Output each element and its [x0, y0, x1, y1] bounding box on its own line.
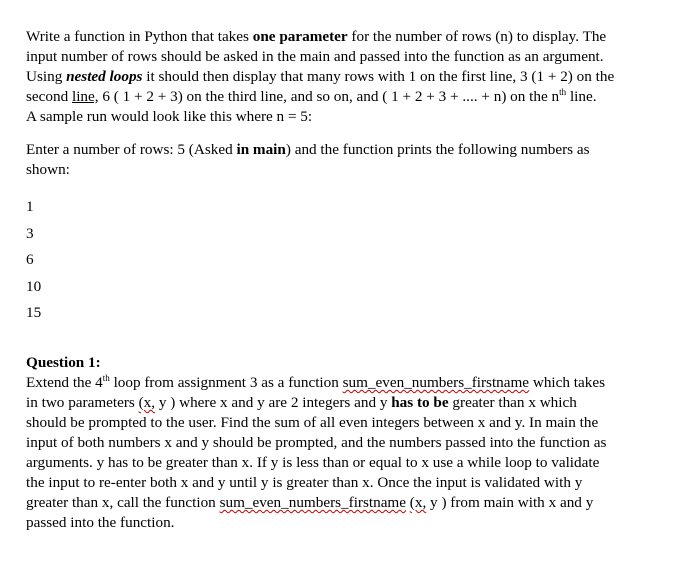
- intro-line-1: [26, 27, 676, 47]
- sample-output: [26, 197, 676, 330]
- question-line-3: should be prompted to the user. Find the sum of all even integers between x and y. In main the: [26, 414, 599, 431]
- function-name: sum_even_numbers_firstname: [219, 494, 406, 511]
- question-section: [26, 353, 676, 533]
- bold-italic-text: nested loops: [66, 68, 143, 85]
- bold-text: in main: [236, 141, 286, 158]
- sample-line-1: [26, 140, 676, 160]
- intro-line-3: [26, 67, 676, 87]
- spellcheck-text: (x,: [138, 394, 156, 411]
- bold-text: has to be: [391, 394, 449, 411]
- text: it should then display that many rows with 1 on the first line, 3 (1 + 2) on the: [142, 68, 615, 85]
- text: which takes: [529, 374, 605, 391]
- spellcheck-text: (x,: [409, 494, 427, 511]
- superscript: th: [559, 86, 567, 97]
- output-number: 10: [26, 277, 42, 295]
- heading-text: Question 1:: [26, 354, 101, 371]
- sample-line-2: shown:: [26, 161, 70, 178]
- output-number: 6: [26, 251, 34, 268]
- question-line-7: [26, 493, 676, 513]
- question-line-2: [26, 393, 676, 413]
- intro-line-5: A sample run would look like this where n = 5:: [26, 108, 313, 125]
- text: Extend the 4: [26, 374, 103, 391]
- question-heading: [26, 353, 676, 373]
- text: line.: [566, 88, 597, 105]
- question-line-8: passed into the function.: [26, 514, 175, 531]
- text: greater than x which: [448, 394, 577, 411]
- text: y ) from main with x and y: [426, 494, 594, 511]
- underlined-text: line,: [71, 88, 99, 105]
- text: second: [26, 88, 72, 105]
- output-number: 15: [26, 304, 42, 321]
- text: ) and the function prints the following numbers as: [285, 141, 590, 158]
- text: loop from assignment 3 as a function: [109, 374, 343, 391]
- text: Using: [26, 68, 67, 85]
- superscript: th: [102, 372, 110, 383]
- intro-line-2: input number of rows should be asked in the main and passed into the function as an argument.: [26, 48, 604, 65]
- intro-line-4: [26, 87, 676, 107]
- intro-paragraph: [26, 27, 676, 127]
- text: y ) where x and y are 2 integers and y: [155, 394, 392, 411]
- text: Enter a number of rows: 5 (Asked: [26, 141, 237, 158]
- text: in two parameters: [26, 394, 139, 411]
- function-name: sum_even_numbers_firstname: [342, 374, 530, 391]
- text: Write a function in Python that takes: [26, 28, 253, 45]
- sample-paragraph: [26, 140, 676, 180]
- question-line-5: arguments. y has to be greater than x. If y is less than or equal to x use a while loop to validate: [26, 454, 600, 471]
- output-number: 3: [26, 224, 34, 242]
- bold-text: one parameter: [252, 28, 348, 45]
- question-line-1: [26, 373, 676, 393]
- text: 6 ( 1 + 2 + 3) on the third line, and so on, and ( 1 + 2 + 3 + .... + n) on the n: [98, 88, 560, 105]
- question-line-4: input of both numbers x and y should be prompted, and the numbers passed into the function as: [26, 434, 607, 451]
- text: for the number of rows (n) to display. The: [347, 28, 607, 45]
- text: greater than x, call the function: [26, 494, 220, 511]
- question-line-6: the input to re-enter both x and y until y is greater than x. Once the input is validated with y: [26, 474, 583, 491]
- output-number: 1: [26, 198, 34, 215]
